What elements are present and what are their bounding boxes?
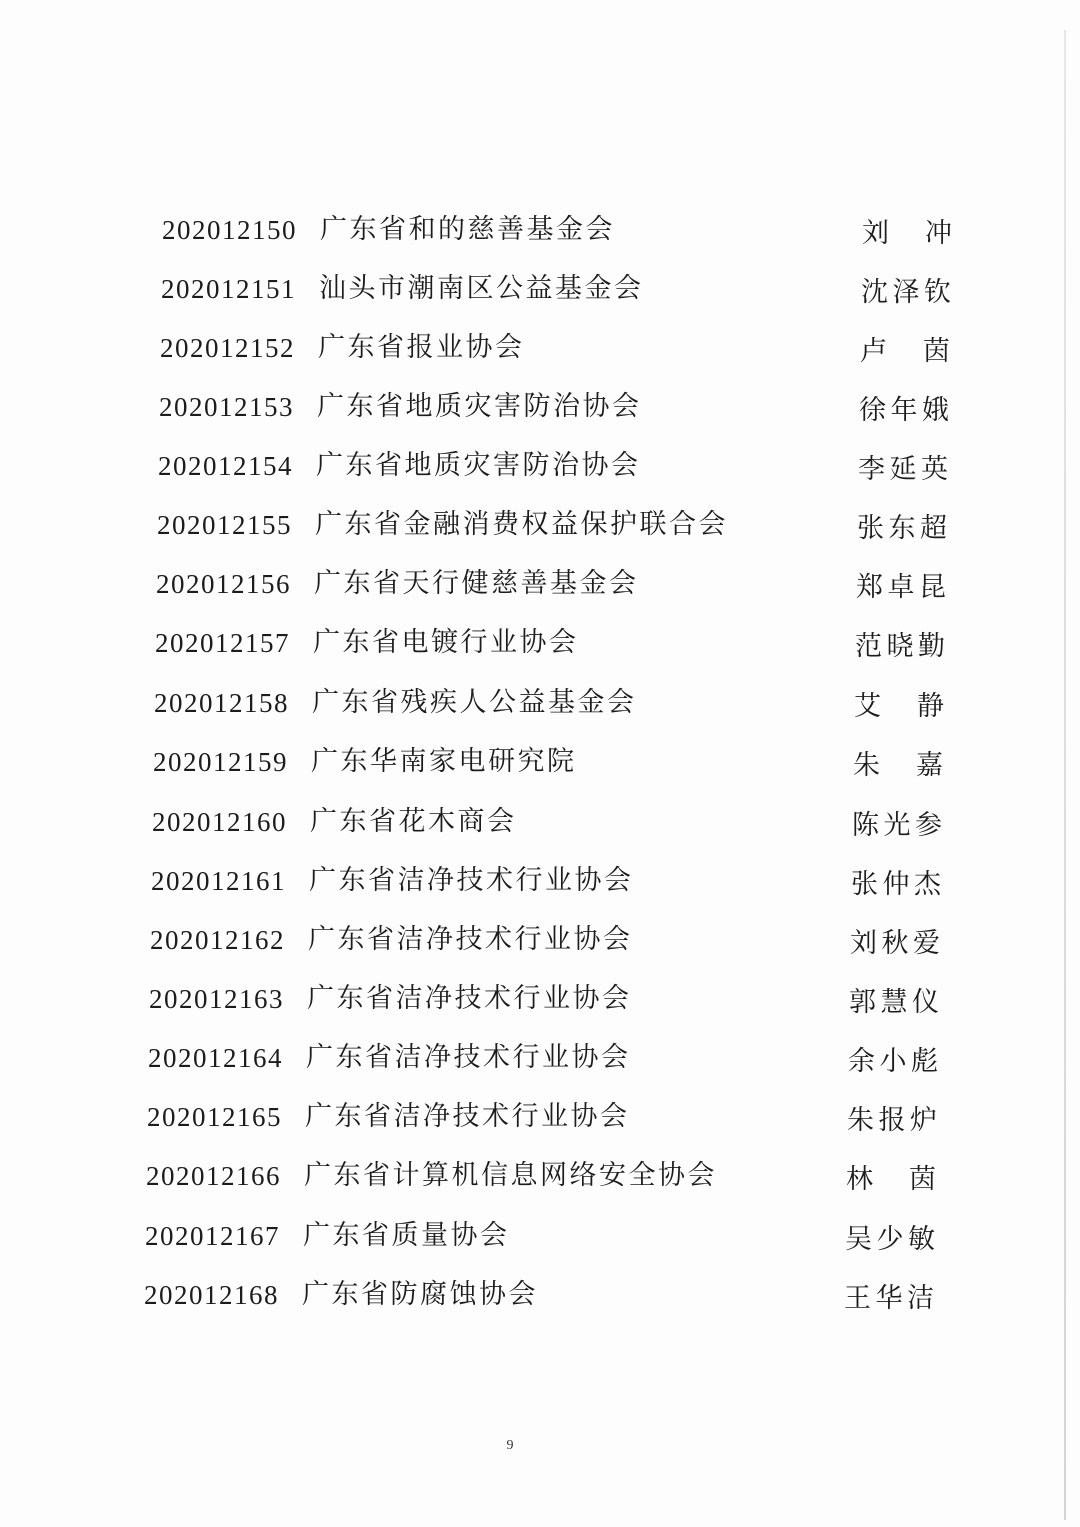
list-item xyxy=(155,621,975,665)
entry-name: 李延英 xyxy=(858,454,948,485)
entry-organization: 广东省金融消费权益保护联合会 xyxy=(315,509,728,540)
entry-name: 艾 静 xyxy=(854,691,944,722)
entry-organization: 广东省洁净技术行业协会 xyxy=(305,1101,630,1132)
entry-name: 吴少敏 xyxy=(845,1224,935,1255)
entry-organization: 广东省电镀行业协会 xyxy=(313,627,579,658)
list-item xyxy=(146,1154,966,1198)
list-item xyxy=(159,385,979,429)
list-item xyxy=(157,503,977,547)
entry-number: 202012156 xyxy=(156,569,291,599)
list-item xyxy=(158,444,978,488)
entry-organization: 广东省和的慈善基金会 xyxy=(320,214,615,245)
list-item xyxy=(162,208,982,252)
entry-organization: 广东省洁净技术行业协会 xyxy=(309,865,634,896)
entry-number: 202012157 xyxy=(155,628,290,658)
entry-organization: 广东华南家电研究院 xyxy=(311,746,577,777)
entry-organization: 广东省洁净技术行业协会 xyxy=(306,1042,631,1073)
entry-name: 徐年娥 xyxy=(859,395,949,426)
entry-number: 202012158 xyxy=(154,688,289,718)
entry-number: 202012154 xyxy=(158,451,293,481)
list-item xyxy=(148,1036,968,1080)
list-item xyxy=(147,1095,967,1139)
entry-number: 202012164 xyxy=(148,1043,283,1073)
list-item xyxy=(145,1214,965,1258)
entry-organization: 广东省洁净技术行业协会 xyxy=(308,924,633,955)
entry-organization: 广东省洁净技术行业协会 xyxy=(307,983,632,1014)
entry-organization: 广东省地质灾害防治协会 xyxy=(317,391,642,422)
entry-name: 刘秋爱 xyxy=(850,928,940,959)
list-item xyxy=(149,977,969,1021)
entry-name: 余小彪 xyxy=(848,1046,938,1077)
entry-name: 沈泽钦 xyxy=(861,277,951,308)
entry-number: 202012162 xyxy=(150,925,285,955)
entry-name: 范晓勤 xyxy=(855,631,945,662)
entry-number: 202012168 xyxy=(144,1280,279,1310)
entry-number: 202012163 xyxy=(149,984,284,1014)
list-item xyxy=(156,562,976,606)
entry-number: 202012152 xyxy=(160,333,295,363)
list-item xyxy=(151,859,971,903)
entry-name: 张仲杰 xyxy=(851,869,941,900)
entry-name: 郭慧仪 xyxy=(849,987,939,1018)
entry-name: 王华洁 xyxy=(844,1283,934,1314)
entry-number: 202012165 xyxy=(147,1102,282,1132)
list-item xyxy=(160,326,980,370)
entry-number: 202012150 xyxy=(162,215,297,245)
entry-organization: 广东省花木商会 xyxy=(310,806,517,837)
entry-name: 朱 嘉 xyxy=(853,750,943,781)
entry-organization: 广东省天行健慈善基金会 xyxy=(314,568,639,599)
entry-organization: 广东省计算机信息网络安全协会 xyxy=(304,1160,717,1191)
list-item xyxy=(161,267,981,311)
entry-name: 陈光参 xyxy=(852,810,942,841)
entry-number: 202012161 xyxy=(151,866,286,896)
entry-name: 卢 茵 xyxy=(860,336,950,367)
list-item xyxy=(153,740,973,784)
entry-number: 202012155 xyxy=(157,510,292,540)
list-item xyxy=(150,918,970,962)
entry-number: 202012166 xyxy=(146,1161,281,1191)
entry-number: 202012160 xyxy=(152,807,287,837)
list-item xyxy=(144,1273,964,1317)
entry-organization: 广东省残疾人公益基金会 xyxy=(312,687,637,718)
entry-name: 朱报炉 xyxy=(847,1105,937,1136)
entry-name: 林 茵 xyxy=(846,1164,936,1195)
entry-name: 刘 冲 xyxy=(862,218,952,249)
entry-number: 202012151 xyxy=(161,274,296,304)
entry-organization: 广东省质量协会 xyxy=(303,1220,510,1251)
entry-number: 202012153 xyxy=(159,392,294,422)
entry-organization: 广东省防腐蚀协会 xyxy=(302,1279,538,1310)
entry-number: 202012159 xyxy=(153,747,288,777)
list-item xyxy=(154,681,974,725)
entry-organization: 广东省地质灾害防治协会 xyxy=(316,450,641,481)
entry-name: 张东超 xyxy=(857,513,947,544)
entry-number: 202012167 xyxy=(145,1221,280,1251)
page-number: 9 xyxy=(506,1438,514,1453)
entry-organization: 汕头市潮南区公益基金会 xyxy=(319,273,644,304)
list-item xyxy=(152,800,972,844)
entry-organization: 广东省报业协会 xyxy=(318,332,525,363)
entry-name: 郑卓昆 xyxy=(856,572,946,603)
